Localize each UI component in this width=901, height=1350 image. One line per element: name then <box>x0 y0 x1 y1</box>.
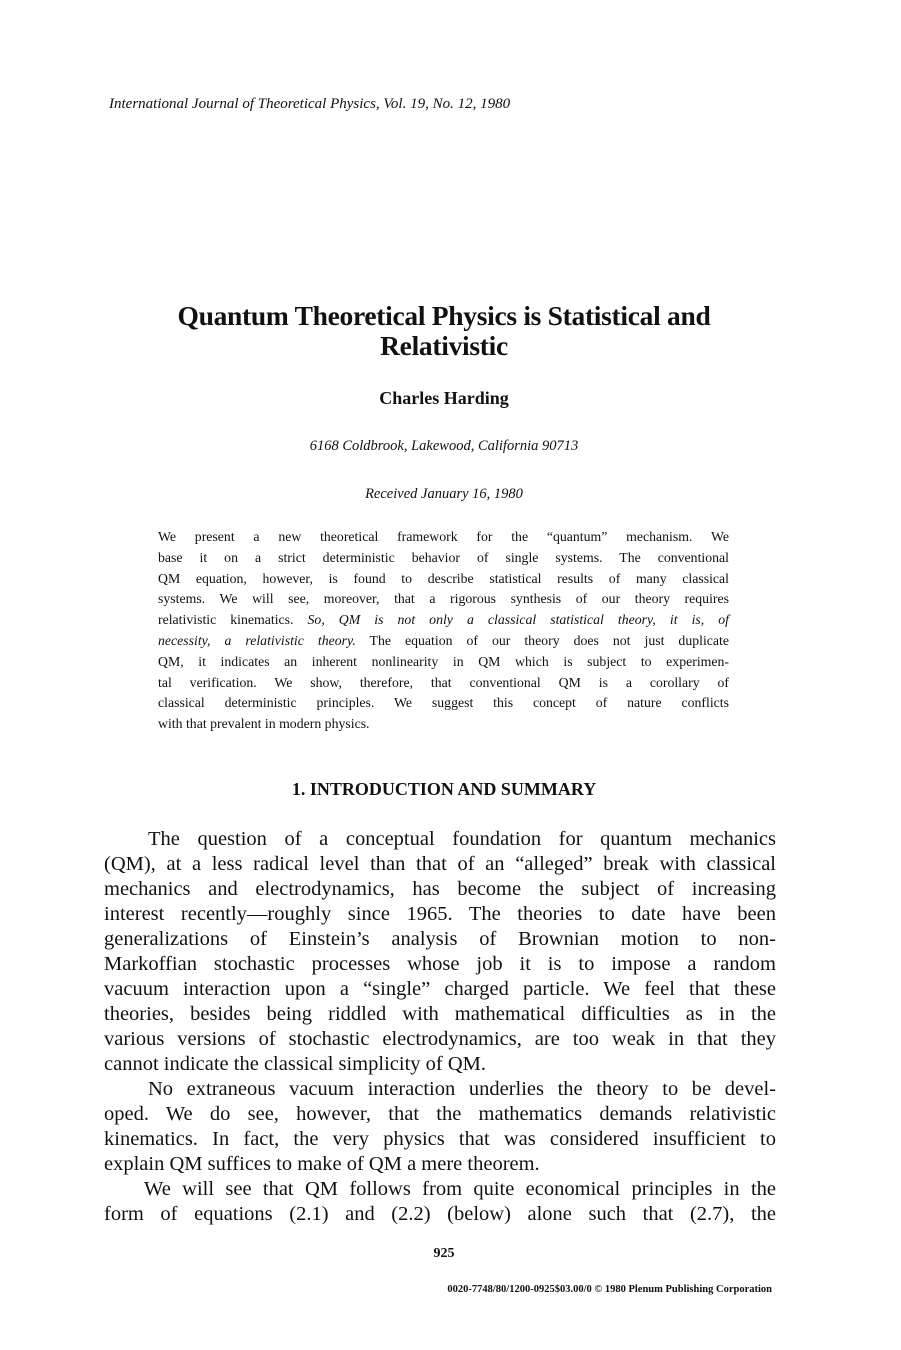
body-line: kinematics. In fact, the very physics that was considered insufficient to <box>104 1128 776 1150</box>
author-name: Charles Harding <box>379 388 509 408</box>
body-line: various versions of stochastic electrodynamics, are too weak in that they <box>104 1028 776 1050</box>
body-text <box>104 827 776 1227</box>
body-line: form of equations (2.1) and (2.2) (below) alone such that (2.7), the <box>104 1203 776 1225</box>
abstract-text: QM, it indicates an inherent nonlinearity in QM which is subject to experimen- <box>158 653 729 669</box>
body-line: mechanics and electrodynamics, has become the subject of increasing <box>104 878 776 900</box>
abstract-text: classical deterministic principles. We suggest this concept of nature conflicts <box>158 695 729 711</box>
paper-title-line: Quantum Theoretical Physics is Statistical and <box>177 300 711 331</box>
abstract-text: We present a new theoretical framework for the “quantum” mechanism. We <box>158 529 729 544</box>
body-line: vacuum interaction upon a “single” charged particle. We feel that these <box>104 978 776 1000</box>
paper-title-line: Relativistic <box>380 330 508 361</box>
abstract-italic-text: necessity, a relativistic theory. <box>158 632 356 648</box>
journal-citation: International Journal of Theoretical Physics, Vol. 19, No. 12, 1980 <box>109 96 511 112</box>
abstract-text: The equation of our theory does not just duplicate <box>355 632 729 648</box>
abstract-text: systems. We will see, moreover, that a rigorous synthesis of our theory requires <box>158 591 729 607</box>
abstract-line <box>158 673 729 694</box>
abstract-line <box>158 693 729 714</box>
body-line: theories, besides being riddled with mathematical difficulties as in the <box>104 1003 776 1025</box>
abstract-line <box>158 652 729 673</box>
body-line: The question of a conceptual foundation for quantum mechanics <box>148 828 776 850</box>
abstract-text: QM equation, however, is found to describe statistical results of many classical <box>158 570 729 586</box>
body-line: cannot indicate the classical simplicity of QM. <box>104 1053 486 1075</box>
body-line: interest recently—roughly since 1965. The theories to date have been <box>104 903 776 925</box>
abstract-line <box>158 714 729 735</box>
copyright-notice: 0020-7748/80/1200-0925$03.00/0 © 1980 Plenum Publishing Corporation <box>447 1284 772 1295</box>
body-line: generalizations of Einstein’s analysis of Brownian motion to non- <box>104 928 776 950</box>
received-date: Received January 16, 1980 <box>365 486 523 502</box>
abstract-text: with that prevalent in modern physics. <box>158 716 370 732</box>
abstract-text: relativistic kinematics. <box>158 612 308 628</box>
body-line: We will see that QM follows from quite economical principles in the <box>144 1178 776 1200</box>
abstract-italic-text: So, QM is not only a classical statistical theory, it is, of <box>307 612 729 628</box>
abstract-line <box>158 527 729 548</box>
body-line: No extraneous vacuum interaction underlies the theory to be devel- <box>148 1078 776 1100</box>
body-line: (QM), at a less radical level than that of an “alleged” break with classical <box>104 853 776 875</box>
abstract-line <box>158 589 729 610</box>
abstract-line <box>158 569 729 590</box>
abstract-line <box>158 631 729 652</box>
abstract <box>158 527 729 735</box>
page-number: 925 <box>433 1246 455 1261</box>
paper-title <box>90 301 798 361</box>
abstract-line <box>158 610 729 631</box>
section-heading: 1. INTRODUCTION AND SUMMARY <box>291 779 597 799</box>
body-line: explain QM suffices to make of QM a mere theorem. <box>104 1153 540 1175</box>
abstract-text: tal verification. We show, therefore, that conventional QM is a corollary of <box>158 674 729 690</box>
author-address: 6168 Coldbrook, Lakewood, California 90713 <box>309 438 579 454</box>
abstract-line <box>158 548 729 569</box>
abstract-text: base it on a strict deterministic behavior of single systems. The conventional <box>158 549 729 565</box>
body-line: Markoffian stochastic processes whose job it is to impose a random <box>104 953 776 975</box>
body-line: oped. We do see, however, that the mathematics demands relativistic <box>104 1103 776 1125</box>
